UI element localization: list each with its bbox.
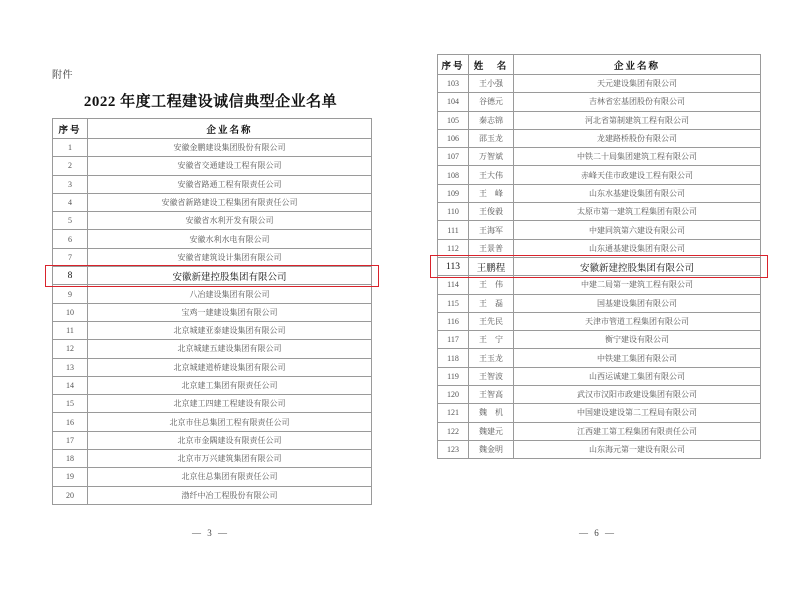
document-page-right bbox=[425, 18, 770, 580]
cell-company-name: 山东海元第一建设有限公司 bbox=[514, 440, 761, 458]
cell-company-name: 中建同筑第六建设有限公司 bbox=[514, 221, 761, 239]
cell-person-name: 秦志锦 bbox=[469, 111, 514, 129]
page-number-right: — 6 — bbox=[579, 528, 616, 538]
table-row bbox=[53, 212, 372, 230]
cell-company-name: 太原市第一建筑工程集团有限公司 bbox=[514, 203, 761, 221]
company-list-table-left bbox=[52, 118, 372, 505]
table-row bbox=[53, 139, 372, 157]
cell-company-name: 天津市管道工程集团有限公司 bbox=[514, 312, 761, 330]
column-header-company: 企业名称 bbox=[514, 55, 761, 75]
cell-person-name: 王大伟 bbox=[469, 166, 514, 184]
cell-company-name: 中建二局第一建筑工程有限公司 bbox=[514, 276, 761, 294]
cell-company-name: 河北省第制建筑工程有限公司 bbox=[514, 111, 761, 129]
cell-person-name: 魏 机 bbox=[469, 404, 514, 422]
table-row bbox=[53, 285, 372, 303]
cell-company-name: 天元建设集团有限公司 bbox=[514, 75, 761, 93]
table-row bbox=[53, 431, 372, 449]
cell-company-name: 龙建路桥股份有限公司 bbox=[514, 129, 761, 147]
table-row bbox=[438, 440, 761, 458]
cell-no: 111 bbox=[438, 221, 469, 239]
cell-company-name: 北京城建道桥建设集团有限公司 bbox=[88, 358, 372, 376]
cell-no: 122 bbox=[438, 422, 469, 440]
cell-company-name: 安徽省新路建设工程集团有限责任公司 bbox=[88, 193, 372, 211]
table-row bbox=[53, 303, 372, 321]
cell-company-name: 八冶建设集团有限公司 bbox=[88, 285, 372, 303]
cell-no: 3 bbox=[53, 175, 88, 193]
cell-person-name: 王景普 bbox=[469, 239, 514, 257]
cell-no: 104 bbox=[438, 93, 469, 111]
table-header-row bbox=[438, 55, 761, 75]
cell-no: 116 bbox=[438, 312, 469, 330]
cell-no: 16 bbox=[53, 413, 88, 431]
cell-no: 106 bbox=[438, 129, 469, 147]
table-row bbox=[438, 184, 761, 202]
table-row bbox=[438, 349, 761, 367]
cell-company-name: 渤纤中冶工程股份有限公司 bbox=[88, 486, 372, 504]
cell-person-name: 万智斌 bbox=[469, 148, 514, 166]
cell-no: 13 bbox=[53, 358, 88, 376]
cell-person-name: 魏建元 bbox=[469, 422, 514, 440]
cell-no: 10 bbox=[53, 303, 88, 321]
cell-no: 14 bbox=[53, 376, 88, 394]
cell-company-name: 宝鸡一建建设集团有限公司 bbox=[88, 303, 372, 321]
cell-person-name: 王俊毅 bbox=[469, 203, 514, 221]
table-row bbox=[53, 248, 372, 266]
page-title: 2022 年度工程建设诚信典型企业名单 bbox=[83, 94, 338, 110]
table-row bbox=[438, 294, 761, 312]
cell-no: 9 bbox=[53, 285, 88, 303]
cell-company-name: 山西运诚建工集团有限公司 bbox=[514, 367, 761, 385]
cell-company-name: 安徽新建控股集团有限公司 bbox=[88, 267, 372, 285]
cell-no: 11 bbox=[53, 321, 88, 339]
cell-company-name: 中国建设建设第二工程局有限公司 bbox=[514, 404, 761, 422]
cell-company-name: 北京市金隅建设有限责任公司 bbox=[88, 431, 372, 449]
cell-no: 8 bbox=[53, 267, 88, 285]
cell-no: 19 bbox=[53, 468, 88, 486]
cell-no: 121 bbox=[438, 404, 469, 422]
table-row bbox=[438, 93, 761, 111]
table-row bbox=[53, 157, 372, 175]
table-row bbox=[53, 321, 372, 339]
cell-person-name: 王智波 bbox=[469, 367, 514, 385]
cell-company-name: 武汉市汉阳市政建设集团有限公司 bbox=[514, 386, 761, 404]
cell-company-name: 中铁二十局集团建筑工程有限公司 bbox=[514, 148, 761, 166]
cell-person-name: 谷德元 bbox=[469, 93, 514, 111]
cell-person-name: 王小强 bbox=[469, 75, 514, 93]
cell-company-name: 赤峰天佳市政建设工程有限公司 bbox=[514, 166, 761, 184]
cell-company-name: 安徽省路通工程有限责任公司 bbox=[88, 175, 372, 193]
table-row bbox=[53, 193, 372, 211]
cell-company-name: 国基建设集团有限公司 bbox=[514, 294, 761, 312]
cell-no: 123 bbox=[438, 440, 469, 458]
cell-company-name: 北京建工集团有限责任公司 bbox=[88, 376, 372, 394]
table-row bbox=[53, 450, 372, 468]
cell-no: 5 bbox=[53, 212, 88, 230]
cell-no: 114 bbox=[438, 276, 469, 294]
cell-company-name: 中铁建工集团有限公司 bbox=[514, 349, 761, 367]
table-row bbox=[53, 175, 372, 193]
table-row bbox=[438, 331, 761, 349]
table-row bbox=[438, 386, 761, 404]
table-row bbox=[438, 422, 761, 440]
table-row bbox=[53, 230, 372, 248]
column-header-no: 序号 bbox=[438, 55, 469, 75]
page-number-left: — 3 — bbox=[192, 528, 229, 538]
cell-company-name: 北京市住总集团工程有限责任公司 bbox=[88, 413, 372, 431]
cell-company-name: 安徽省交通建设工程有限公司 bbox=[88, 157, 372, 175]
cell-no: 12 bbox=[53, 340, 88, 358]
cell-no: 18 bbox=[53, 450, 88, 468]
cell-person-name: 王 峰 bbox=[469, 184, 514, 202]
cell-no: 119 bbox=[438, 367, 469, 385]
table-row bbox=[438, 75, 761, 93]
cell-company-name: 安徽新建控股集团有限公司 bbox=[514, 257, 761, 275]
table-row bbox=[438, 367, 761, 385]
cell-no: 20 bbox=[53, 486, 88, 504]
table-row bbox=[438, 257, 761, 275]
table-row bbox=[53, 267, 372, 285]
person-list-table-right bbox=[437, 54, 761, 459]
table-header-row bbox=[53, 119, 372, 139]
cell-company-name: 衡宁建设有限公司 bbox=[514, 331, 761, 349]
cell-no: 1 bbox=[53, 139, 88, 157]
attachment-label: 附件 bbox=[52, 70, 73, 81]
table-row bbox=[438, 166, 761, 184]
cell-person-name: 王 宁 bbox=[469, 331, 514, 349]
table-row bbox=[53, 358, 372, 376]
cell-company-name: 北京市万兴建筑集团有限公司 bbox=[88, 450, 372, 468]
cell-company-name: 安徽省水利开发有限公司 bbox=[88, 212, 372, 230]
table-row bbox=[53, 340, 372, 358]
cell-no: 113 bbox=[438, 257, 469, 275]
table-row bbox=[438, 239, 761, 257]
cell-person-name: 王智高 bbox=[469, 386, 514, 404]
column-header-no: 序号 bbox=[53, 119, 88, 139]
table-row bbox=[438, 312, 761, 330]
cell-no: 110 bbox=[438, 203, 469, 221]
table-row bbox=[53, 468, 372, 486]
cell-company-name: 安徽省建筑设计集团有限公司 bbox=[88, 248, 372, 266]
cell-no: 4 bbox=[53, 193, 88, 211]
cell-company-name: 安徽金鹏建设集团股份有限公司 bbox=[88, 139, 372, 157]
cell-no: 112 bbox=[438, 239, 469, 257]
cell-person-name: 王鹏程 bbox=[469, 257, 514, 275]
cell-no: 15 bbox=[53, 395, 88, 413]
cell-person-name: 魏金明 bbox=[469, 440, 514, 458]
cell-company-name: 北京建工四建工程建设有限公司 bbox=[88, 395, 372, 413]
cell-no: 109 bbox=[438, 184, 469, 202]
table-row bbox=[438, 404, 761, 422]
cell-no: 7 bbox=[53, 248, 88, 266]
cell-company-name: 安徽水利水电有限公司 bbox=[88, 230, 372, 248]
table-row bbox=[438, 148, 761, 166]
table-row bbox=[53, 395, 372, 413]
cell-company-name: 山东通基建设集团有限公司 bbox=[514, 239, 761, 257]
table-row bbox=[53, 413, 372, 431]
cell-company-name: 北京城建五建设集团有限公司 bbox=[88, 340, 372, 358]
cell-no: 115 bbox=[438, 294, 469, 312]
cell-no: 103 bbox=[438, 75, 469, 93]
cell-no: 6 bbox=[53, 230, 88, 248]
cell-person-name: 邵玉龙 bbox=[469, 129, 514, 147]
cell-no: 107 bbox=[438, 148, 469, 166]
cell-no: 117 bbox=[438, 331, 469, 349]
table-row bbox=[438, 276, 761, 294]
cell-person-name: 王海军 bbox=[469, 221, 514, 239]
cell-person-name: 王先民 bbox=[469, 312, 514, 330]
cell-company-name: 吉林省宏基团股份有限公司 bbox=[514, 93, 761, 111]
table-row bbox=[438, 111, 761, 129]
column-header-person: 姓 名 bbox=[469, 55, 514, 75]
cell-company-name: 北京城建亚泰建设集团有限公司 bbox=[88, 321, 372, 339]
table-row bbox=[438, 221, 761, 239]
cell-company-name: 江西建工第工程集团有限责任公司 bbox=[514, 422, 761, 440]
cell-no: 118 bbox=[438, 349, 469, 367]
cell-no: 105 bbox=[438, 111, 469, 129]
cell-no: 108 bbox=[438, 166, 469, 184]
cell-no: 2 bbox=[53, 157, 88, 175]
column-header-company: 企业名称 bbox=[88, 119, 372, 139]
cell-no: 120 bbox=[438, 386, 469, 404]
cell-company-name: 山东水基建设集团有限公司 bbox=[514, 184, 761, 202]
cell-person-name: 王 磊 bbox=[469, 294, 514, 312]
cell-person-name: 王玉龙 bbox=[469, 349, 514, 367]
cell-company-name: 北京住总集团有限责任公司 bbox=[88, 468, 372, 486]
document-page-left bbox=[38, 18, 383, 580]
table-row bbox=[438, 129, 761, 147]
table-row bbox=[53, 486, 372, 504]
cell-no: 17 bbox=[53, 431, 88, 449]
table-row bbox=[53, 376, 372, 394]
cell-person-name: 王 伟 bbox=[469, 276, 514, 294]
table-row bbox=[438, 203, 761, 221]
